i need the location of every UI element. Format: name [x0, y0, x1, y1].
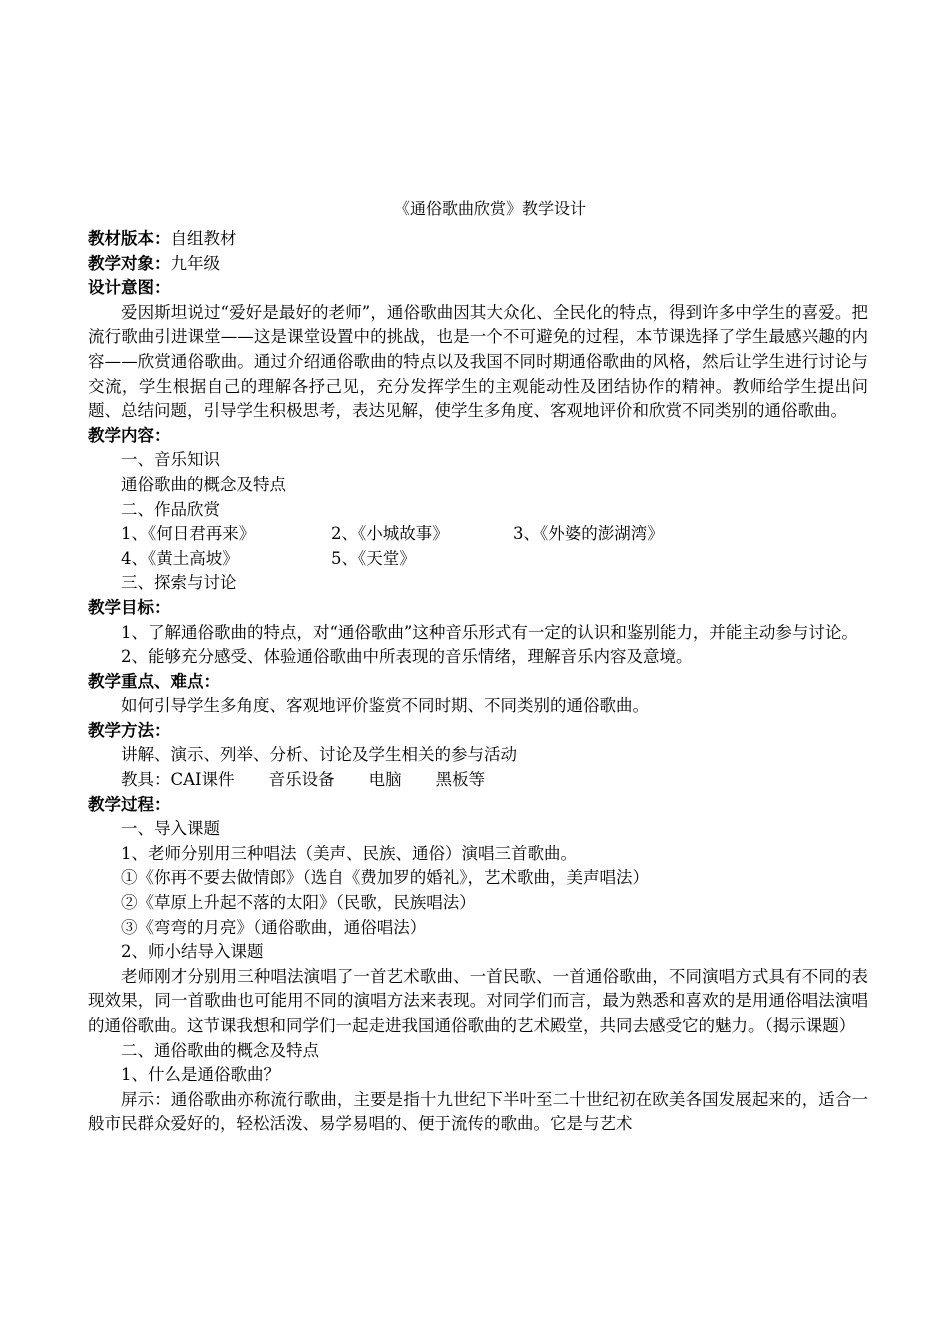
tool-item: 黑板等: [435, 770, 486, 790]
methods-text: 讲解、演示、列举、分析、讨论及学生相关的参与活动: [121, 745, 517, 765]
content-section-1-detail: 通俗歌曲的概念及特点: [121, 474, 286, 494]
process-song-a: ①《你再不要去做情郎》（选自《费加罗的婚礼》，艺术歌曲，美声唱法）: [121, 868, 649, 888]
document-page: [88, 197, 868, 1137]
song-item: 2、《小城故事》: [331, 524, 449, 544]
song-item: 4、《黄土高坡》: [121, 548, 239, 568]
methods-heading: 教学方法：: [88, 720, 171, 740]
edition-value: 自组教材: [170, 229, 237, 248]
process-step-1-2: 2、师小结导入课题: [121, 942, 264, 962]
song-list-row-1: [88, 522, 868, 547]
tool-item: 音乐设备: [268, 770, 335, 790]
song-list-row-2: [88, 547, 868, 572]
process-step-2-1: 1、什么是通俗歌曲？: [121, 1065, 280, 1085]
edition-label: 教材版本：: [88, 229, 171, 248]
process-step-1-1: 1、老师分别用三种唱法（美声、民族、通俗）演唱三首歌曲。: [121, 843, 577, 863]
process-step-2-1-text: 屏示：通俗歌曲亦称流行歌曲，主要是指十九世纪下半叶至二十世纪初在欧美各国发展起来的，适合一般市民群众爱好的，轻松活泼、易学易唱的、便于流传的歌曲。它是与艺术: [88, 1089, 868, 1134]
process-section-2: 二、通俗歌曲的概念及特点: [121, 1040, 319, 1060]
song-item: 1、《何日君再来》: [121, 524, 256, 544]
target-value: 九年级: [170, 253, 220, 273]
tools-row: [88, 768, 868, 793]
target-row: [88, 252, 868, 277]
goal-1: 1、了解通俗歌曲的特点，对“通俗歌曲”这种音乐形式有一定的认识和鉴别能力，并能主动参与讨论。: [121, 622, 858, 642]
content-heading: 教学内容：: [88, 425, 171, 445]
content-section-3: 三、探索与讨论: [121, 573, 237, 593]
song-item: 3、《外婆的澎湖湾》: [513, 524, 664, 544]
target-label: 教学对象：: [88, 253, 171, 273]
tool-item: CAI课件: [170, 770, 235, 790]
key-points-heading: 教学重点、难点：: [88, 671, 220, 691]
song-item: 5、《天堂》: [331, 548, 416, 568]
tool-item: 电脑: [368, 770, 402, 790]
document-title: 《通俗歌曲欣赏》教学设计: [393, 199, 586, 218]
tools-label: 教具：: [121, 770, 171, 790]
intent-heading: 设计意图：: [88, 278, 171, 298]
content-section-1: 一、音乐知识: [121, 450, 220, 470]
goals-heading: 教学目标：: [88, 597, 171, 617]
process-step-1-2-text: 老师刚才分别用三种唱法演唱了一首艺术歌曲、一首民歌、一首通俗歌曲，不同演唱方式具有不同的表现效果，同一首歌曲也可能用不同的演唱方法来表现。对同学们而言，最为熟悉和喜欢的是用通俗唱法演唱的通俗歌曲。这节课我想和同学们一起走进我国通俗歌曲的艺术殿堂，共同去感受它的魅力。（揭示课题）: [88, 966, 868, 1035]
process-heading: 教学过程：: [88, 794, 171, 814]
goal-2: 2、能够充分感受、体验通俗歌曲中所表现的音乐情绪，理解音乐内容及意境。: [121, 647, 693, 667]
edition-row: [88, 227, 868, 252]
intent-paragraph: 爱因斯坦说过“爱好是最好的老师”，通俗歌曲因其大众化、全民化的特点，得到许多中学生的喜爱。把流行歌曲引进课堂——这是课堂设置中的挑战，也是一个不可避免的过程，本节课选择了学生最感兴趣的内容——欣赏通俗歌曲。通过介绍通俗歌曲的特点以及我国不同时期通俗歌曲的风格，然后让学生进行讨论与交流，学生根据自己的理解各抒己见，充分发挥学生的主观能动性及团结协作的精神。教师给学生提出问题、总结问题，引导学生积极思考，表达见解，使学生多角度、客观地评价和欣赏不同类别的通俗歌曲。: [88, 302, 868, 421]
key-points-text: 如何引导学生多角度、客观地评价鉴赏不同时期、不同类别的通俗歌曲。: [121, 696, 649, 716]
process-section-1: 一、导入课题: [121, 819, 220, 839]
process-song-b: ②《草原上升起不落的太阳》（民歌，民族唱法）: [121, 893, 476, 913]
process-song-c: ③《弯弯的月亮》（通俗歌曲，通俗唱法）: [121, 917, 427, 937]
content-section-2: 二、作品欣赏: [121, 499, 220, 519]
